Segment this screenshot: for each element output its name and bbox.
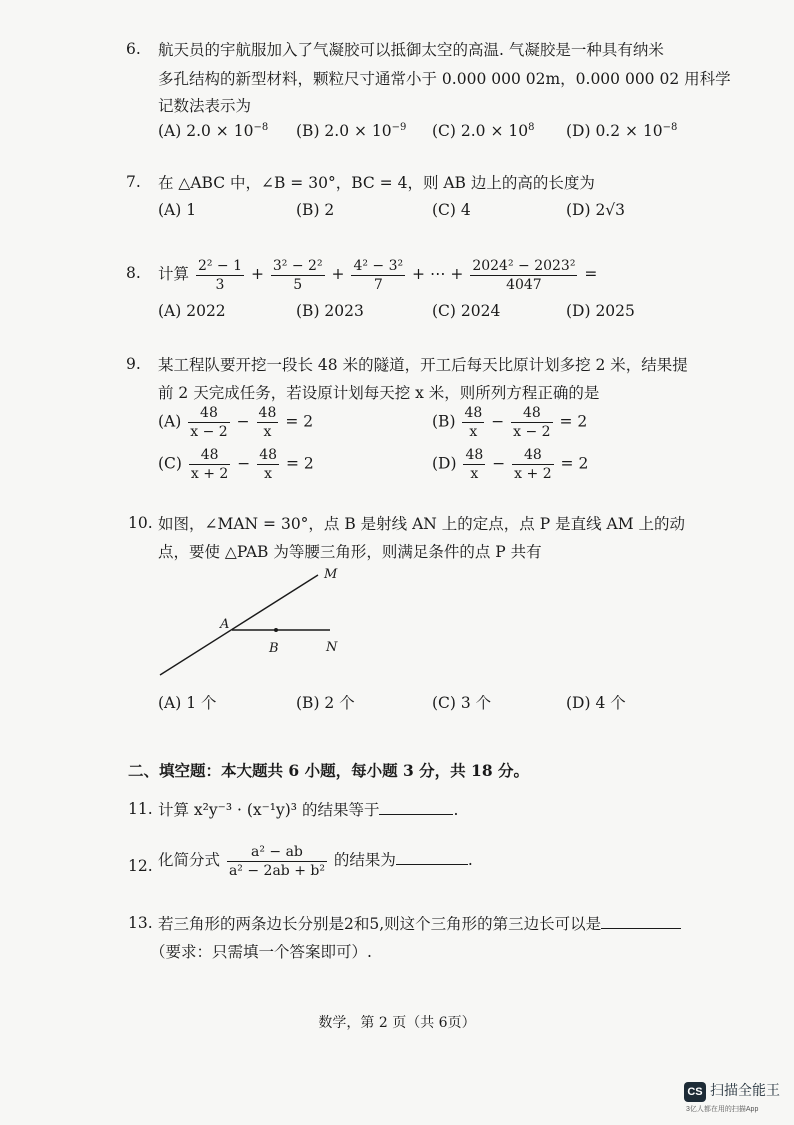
section-heading: 二、填空题：本大题共 6 小题，每小题 3 分，共 18 分。 xyxy=(128,761,530,780)
option-c: (C) $\frac{48}{x + 2}$ − $\frac{48}{x}$ = 2 xyxy=(158,447,314,482)
option-b: (B) $\frac{48}{x}$ − $\frac{48}{x - 2}$ = 2 xyxy=(432,405,588,440)
answer-blank[interactable] xyxy=(601,928,681,929)
question-text-line: 点，要使 △PAB 为等腰三角形，则满足条件的点 P 共有 xyxy=(158,543,542,561)
question-text-line: 若三角形的两条边长分别是2和5,则这个三角形的第三边长可以是 xyxy=(158,913,681,935)
question-number: 10. xyxy=(128,514,153,532)
question-text-line: 前 2 天完成任务，若设原计划每天挖 x 米，则所列方程正确的是 xyxy=(158,384,600,402)
option-c: (C) $2.0 \times 10^8$ xyxy=(432,122,535,140)
question-text-line: 多孔结构的新型材料，颗粒尺寸通常小于 0.000 000 02m，0.000 000 02 用科学 xyxy=(158,70,731,88)
question-number: 8. xyxy=(126,264,141,282)
watermark-subtitle: 3亿人都在用的扫描App xyxy=(686,1106,759,1113)
option-d: (D) 4 个 xyxy=(566,694,626,712)
answer-blank[interactable] xyxy=(396,864,468,865)
option-c: (C) 3 个 xyxy=(432,694,492,712)
watermark-name: 扫描全能王 xyxy=(710,1082,780,1098)
label-n: N xyxy=(326,640,338,655)
fraction: $\frac{\text{a² − ab}}{\text{a² − 2ab + b²}}$ xyxy=(228,843,325,879)
expression-line xyxy=(158,252,597,296)
plus-sign: + xyxy=(331,265,345,283)
option-c: (C) 2024 xyxy=(432,302,501,320)
camscanner-logo-icon: CS xyxy=(684,1082,706,1102)
option-d: (D) $\frac{48}{x}$ − $\frac{48}{x + 2}$ = 2 xyxy=(432,447,589,482)
option-d: (D) 2√3 xyxy=(566,201,626,219)
lead-text: 计算 xyxy=(158,265,190,283)
plus-sign: + xyxy=(250,265,264,283)
label-m: M xyxy=(324,567,338,582)
equals-sign: = xyxy=(584,265,598,283)
label-b: B xyxy=(269,641,279,656)
option-b: (B) 2 个 xyxy=(296,694,355,712)
option-a: (A) 2022 xyxy=(158,302,226,320)
fraction: $\frac{\text{2024² − 2023²}}{4047}$ xyxy=(472,257,576,293)
question-number: 13. xyxy=(128,914,153,932)
label-a: A xyxy=(220,617,230,632)
option-b: (B) 2023 xyxy=(296,302,364,320)
question-number: 12. xyxy=(128,857,153,875)
option-c: (C) 4 xyxy=(432,201,471,219)
option-a: (A) 1 个 xyxy=(158,694,217,712)
question-text-line: 某工程队要开挖一段长 48 米的隧道，开工后每天比原计划多挖 2 米，结果提 xyxy=(158,356,688,374)
option-b: (B) $2.0 \times 10^{-9}$ xyxy=(296,122,407,140)
question-text-line: （要求：只需填一个答案即可）. xyxy=(150,943,372,961)
fraction: $\frac{\text{4² − 3²}}{7}$ xyxy=(353,257,404,293)
line-am xyxy=(160,575,318,675)
angle-diagram xyxy=(150,562,370,692)
fraction: $\frac{\text{2² − 1}}{3}$ xyxy=(197,257,243,293)
fraction: $\frac{\text{3² − 2²}}{5}$ xyxy=(272,257,323,293)
option-b: (B) 2 xyxy=(296,201,335,219)
page-footer: 数学，第 2 页（共 6页） xyxy=(318,1015,476,1031)
point-b xyxy=(274,628,278,632)
question-number: 7. xyxy=(126,173,141,191)
question-text-line: 记数法表示为 xyxy=(158,97,252,115)
question-text-line: 航天员的宇航服加入了气凝胶可以抵御太空的高温. 气凝胶是一种具有纳米 xyxy=(158,41,664,59)
question-text-line: 在 △ABC 中，∠B = 30°，BC = 4，则 AB 边上的高的长度为 xyxy=(158,174,595,192)
ellipsis: + ⋯ + xyxy=(412,265,464,283)
question-text-line: 计算 x²y⁻³ · (x⁻¹y)³ 的结果等于 . xyxy=(158,801,459,819)
question-text-line: 化简分式 $\frac{\text{a² − ab}}{\text{a² − 2ab + b²}}$ 的结果为 . xyxy=(158,843,473,879)
question-text-line: 如图，∠MAN = 30°，点 B 是射线 AN 上的定点，点 P 是直线 AM 上的动 xyxy=(158,515,685,533)
question-number: 9. xyxy=(126,355,141,373)
option-d: (D) 2025 xyxy=(566,302,635,320)
option-a: (A) 1 xyxy=(158,201,197,219)
question-number: 6. xyxy=(126,40,141,58)
option-d: (D) $0.2 \times 10^{-8}$ xyxy=(566,122,678,140)
answer-blank[interactable] xyxy=(379,814,453,815)
question-number: 11. xyxy=(128,800,153,818)
option-a: (A) $\frac{48}{x - 2}$ − $\frac{48}{x}$ = 2 xyxy=(158,405,314,440)
option-a: (A) $2.0 \times 10^{-8}$ xyxy=(158,122,269,140)
